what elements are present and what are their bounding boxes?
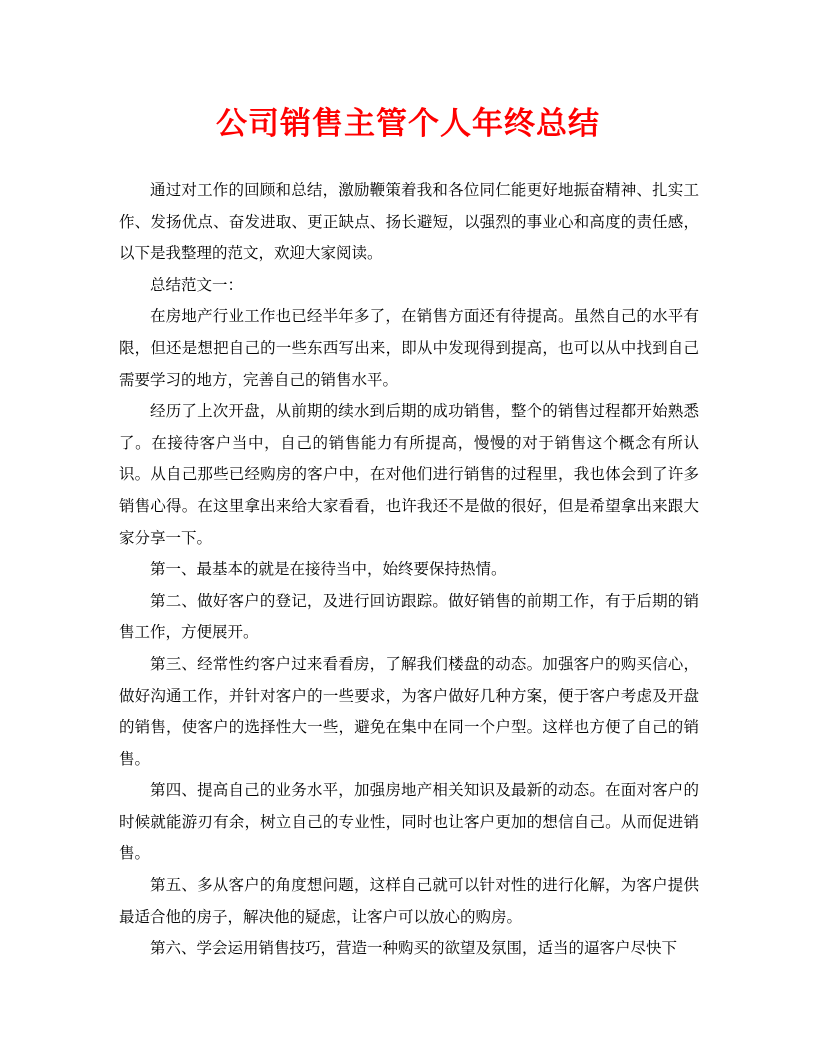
- point-paragraph: 第二、做好客户的登记，及进行回访跟踪。做好销售的前期工作，有于后期的销售工作，方便展开。: [119, 591, 699, 642]
- section-heading: 总结范文一：: [150, 275, 244, 294]
- point-paragraph: 第六、学会运用销售技巧，营造一种购买的欲望及氛围，适当的逼客户尽快下: [150, 939, 678, 958]
- point-paragraph: 第五、多从客户的角度想问题，这样自己就可以针对性的进行化解，为客户提供最适合他的房子，解决他的疑虑，让客户可以放心的购房。: [119, 876, 699, 926]
- intro-paragraph: 通过对工作的回顾和总结，激励鞭策着我和各位同仁能更好地振奋精神、扎实工作、发扬优点、奋发进取、更正缺点、扬长避短，以强烈的事业心和高度的责任感，以下是我整理的范文，欢迎大家阅读。: [119, 181, 699, 263]
- document-body: [119, 175, 699, 965]
- body-paragraph: 经历了上次开盘，从前期的续水到后期的成功销售，整个的销售过程都开始熟悉了。在接待客户当中，自己的销售能力有所提高，慢慢的对于销售这个概念有所认识。从自己那些已经购房的客户中，在对他们进行销售的过程里，我也体会到了许多销售心得。在这里拿出来给大家看看，也许我还不是做的很好，但是希望拿出来跟大家分享一下。: [119, 402, 699, 547]
- body-paragraph: 在房地产行业工作也已经半年多了，在销售方面还有待提高。虽然自己的水平有限，但还是想把自己的一些东西写出来，即从中发现得到提高，也可以从中找到自己需要学习的地方，完善自己的销售水平。: [119, 307, 699, 389]
- point-paragraph: 第三、经常性约客户过来看看房，了解我们楼盘的动态。加强客户的购买信心，做好沟通工作，并针对客户的一些要求，为客户做好几种方案，便于客户考虑及开盘的销售，使客户的选择性大一些，避免在集中在同一个户型。这样也方便了自己的销售。: [119, 654, 699, 768]
- document-title: 公司销售主管个人年终总结: [216, 106, 600, 142]
- point-paragraph: 第四、提高自己的业务水平，加强房地产相关知识及最新的动态。在面对客户的时候就能游刃有余，树立自己的专业性，同时也让客户更加的想信自己。从而促进销售。: [119, 781, 699, 863]
- point-paragraph: 第一、最基本的就是在接待当中，始终要保持热情。: [150, 560, 507, 579]
